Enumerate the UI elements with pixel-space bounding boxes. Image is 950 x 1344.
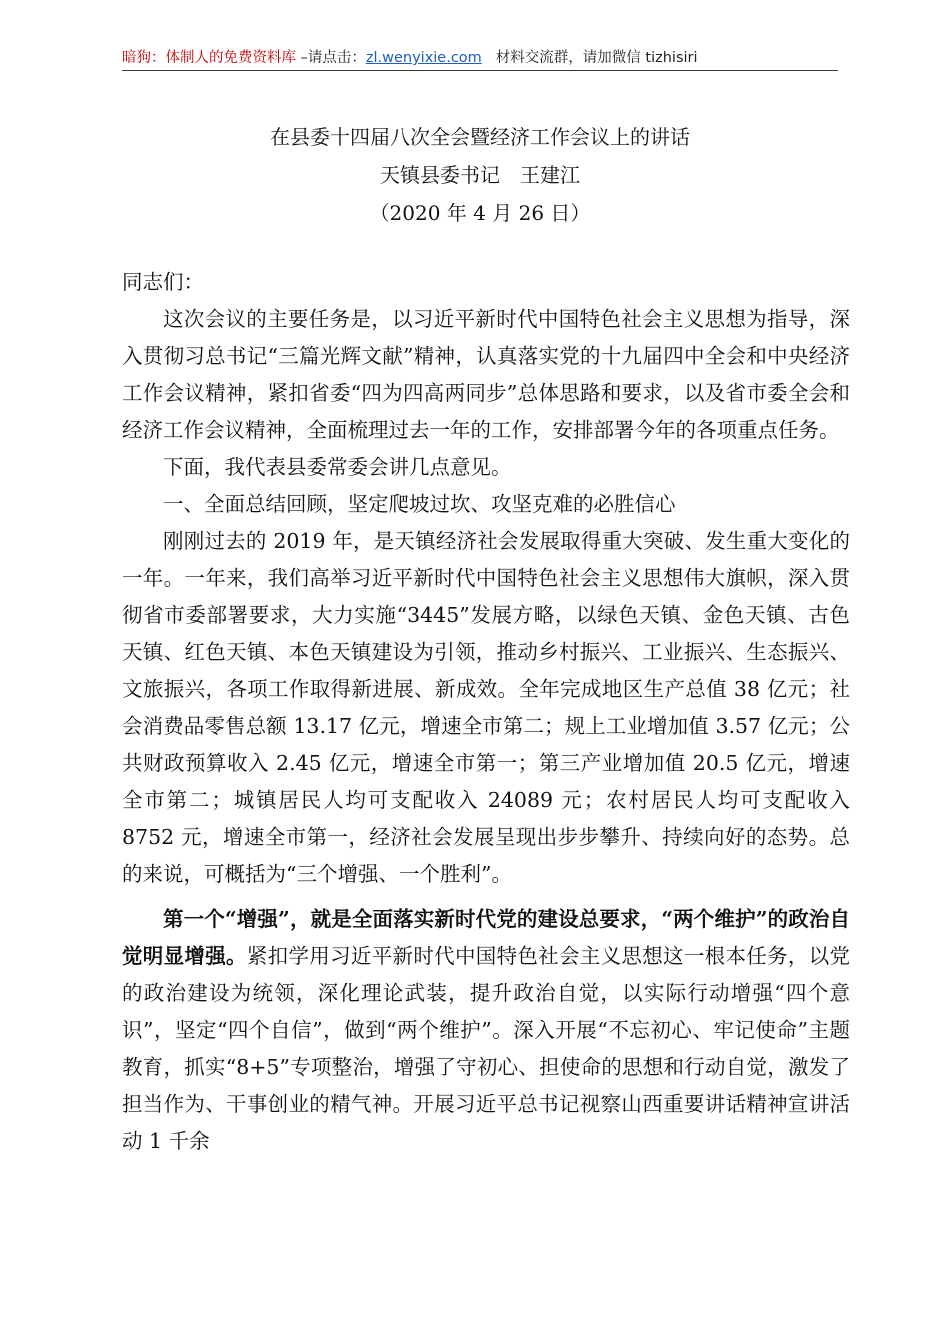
paragraph-lead-bold: 第一个“增强”，就是全面落实新时代党的建设总要求，“两个维护”的政治自觉明显增强。: [122, 907, 850, 968]
paragraph-continuation: 紧扣学用习近平新时代中国特色社会主义思想这一根本任务，以党的政治建设为统领，深化理论武装，提升政治自觉，以实际行动增强“四个意识”，坚定“四个自信”，做到“两个维护”。深入开展“不忘初心、牢记使命”主题教育，抓实“8+5”专项整治，增强了守初心、担使命的思想和行动自觉，激发了担当作为、干事创业的精气神。开展习近平总书记视察山西重要讲话精神宣讲活动 1 千余: [122, 944, 851, 1153]
header-wechat-note: 材料交流群，请加微信 tizhisiri: [495, 50, 698, 66]
document-date: （2020 年 4 月 26 日）: [369, 201, 591, 225]
document-author: 天镇县委书记 王建江: [380, 163, 580, 187]
paragraph-review: 刚刚过去的 2019 年，是天镇经济社会发展取得重大突破、发生重大变化的一年。一年来，我们高举习近平新时代中国特色社会主义思想伟大旗帜，深入贯彻省市委部署要求，大力实施“3445”发展方略，以绿色天镇、金色天镇、古色天镇、红色天镇、本色天镇建设为引领，推动乡村振兴、工业振兴、生态振兴、文旅振兴，各项工作取得新进展、新成效。全年完成地区生产总值 38 亿元；社会消费品零售总额 13.17 亿元，增速全市第二；规上工业增加值 3.57 亿元；公共财政预算收入 2.45 亿元，增速全市第一；第三产业增加值 20.5 亿元，增速全市第二；城镇居民人均可支配收入 24089 元；农村居民人均可支配收入 8752 元，增速全市第一，经济社会发展呈现出步步攀升、持续向好的态势。总的来说，可概括为“三个增强、一个胜利”。: [122, 529, 850, 886]
document-body: [122, 264, 850, 1160]
page-header: [122, 46, 838, 72]
header-divider: [122, 70, 838, 71]
paragraph-transition: 下面，我代表县委常委会讲几点意见。: [163, 455, 512, 479]
paragraph-intro: 这次会议的主要任务是，以习近平新时代中国特色社会主义思想为指导，深入贯彻习总书记“三篇光辉文献”精神，认真落实党的十九届四中全会和中央经济工作会议精神，紧扣省委“四为四高两同步”总体思路和要求，以及省市委全会和经济工作会议精神，全面梳理过去一年的工作，安排部署今年的各项重点任务。: [122, 307, 850, 442]
section-heading-1: 一、全面总结回顾，坚定爬坡过坎、攻坚克难的必胜信心: [163, 492, 676, 516]
header-link[interactable]: zl.wenyixie.com: [365, 50, 482, 66]
document-title-block: [122, 118, 838, 232]
paragraph-first-strengthen: [122, 901, 850, 1160]
header-brand: 暗狗：体制人的免费资料库: [122, 50, 296, 66]
document-title: 在县委十四届八次全会暨经济工作会议上的讲话: [270, 125, 690, 149]
salutation: 同志们：: [122, 270, 204, 294]
header-prompt: –请点击：: [296, 50, 366, 66]
